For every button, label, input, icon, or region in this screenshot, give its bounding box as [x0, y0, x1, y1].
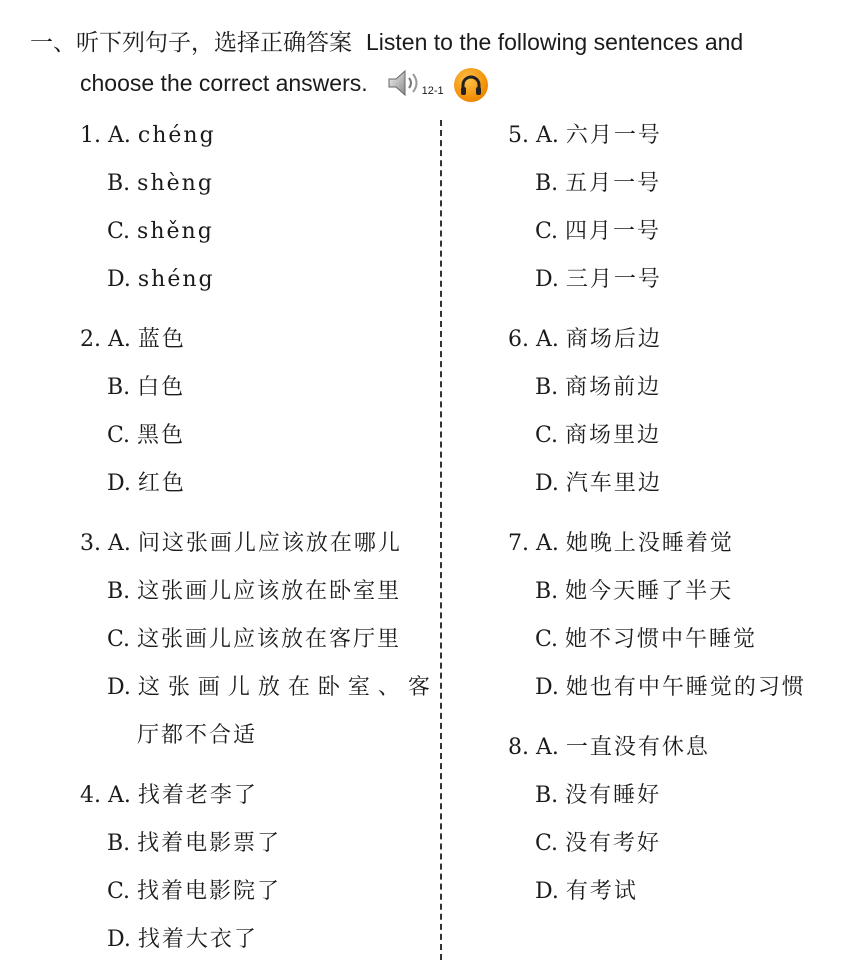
option-label: A.	[536, 735, 559, 760]
column-divider	[440, 120, 442, 960]
option-label: D.	[107, 927, 131, 952]
option-label: A.	[108, 531, 131, 556]
question-item	[508, 112, 806, 304]
option-label: A.	[536, 327, 559, 352]
option-label: B.	[107, 831, 131, 856]
option-text: 四月一号	[565, 219, 662, 244]
option-text: 问这张画儿应该放在哪儿	[137, 531, 402, 556]
option-text-continuation: 厅都不合适	[137, 723, 258, 748]
option-label: A.	[108, 123, 131, 148]
option-label: C.	[535, 627, 559, 652]
question-item	[508, 520, 806, 712]
answer-option[interactable]	[508, 820, 806, 868]
option-text: 白色	[137, 375, 186, 400]
answer-option[interactable]	[508, 868, 806, 916]
question-number: 7.	[508, 531, 529, 556]
question-number: 4.	[80, 783, 101, 808]
answer-option[interactable]	[508, 460, 806, 508]
option-label: B.	[107, 579, 131, 604]
question-number: 2.	[80, 327, 101, 352]
option-text: 商场后边	[565, 327, 662, 352]
question-number: 8.	[508, 735, 529, 760]
option-text: 她今天睡了半天	[565, 579, 734, 604]
answer-option[interactable]	[80, 868, 438, 916]
option-text: 这张画儿应该放在卧室里	[137, 579, 402, 604]
header-line-1	[30, 26, 850, 59]
answer-option[interactable]	[508, 772, 806, 820]
option-text: 蓝色	[137, 327, 186, 352]
answer-option[interactable]	[508, 208, 806, 256]
answer-option[interactable]	[508, 364, 806, 412]
option-label: D.	[107, 267, 131, 292]
option-text: 找着大衣了	[137, 927, 258, 952]
option-text: 她不习惯中午睡觉	[565, 627, 758, 652]
chinese-instruction: 一、听下列句子，选择正确答案	[30, 30, 352, 56]
option-label: B.	[107, 375, 131, 400]
option-text: 没有睡好	[565, 783, 662, 808]
option-text: 她也有中午睡觉的习惯	[565, 675, 806, 700]
option-text: 没有考好	[565, 831, 662, 856]
answer-option[interactable]	[80, 256, 438, 304]
headphones-icon[interactable]	[454, 68, 488, 102]
option-label: C.	[535, 423, 559, 448]
question-number: 6.	[508, 327, 529, 352]
option-label: C.	[107, 219, 131, 244]
option-label: B.	[535, 375, 559, 400]
option-text: 三月一号	[565, 267, 662, 292]
option-text: 商场前边	[565, 375, 662, 400]
option-text: 找着老李了	[137, 783, 258, 808]
answer-option[interactable]	[508, 112, 806, 160]
exercise-header	[30, 26, 850, 107]
option-text: 这张画儿应该放在客厅里	[137, 627, 402, 652]
answer-option[interactable]	[80, 616, 438, 664]
option-text: 商场里边	[565, 423, 662, 448]
option-text: 找着电影院了	[137, 879, 282, 904]
question-item	[80, 772, 438, 964]
option-label: B.	[535, 171, 559, 196]
option-text: 五月一号	[565, 171, 662, 196]
answer-option[interactable]	[80, 160, 438, 208]
option-text: 找着电影票了	[137, 831, 282, 856]
option-label: A.	[108, 327, 131, 352]
option-text: 汽车里边	[565, 471, 662, 496]
answer-option[interactable]	[508, 256, 806, 304]
answer-option[interactable]	[80, 460, 438, 508]
answer-option[interactable]	[508, 664, 806, 712]
answer-option[interactable]	[508, 412, 806, 460]
question-number: 1.	[80, 123, 101, 148]
speaker-icon[interactable]	[386, 68, 424, 98]
answer-option[interactable]	[508, 616, 806, 664]
option-text: 一直没有休息	[565, 735, 710, 760]
answer-option[interactable]	[80, 820, 438, 868]
question-item	[508, 316, 806, 508]
header-line-2	[80, 59, 850, 107]
option-text: 黑色	[137, 423, 186, 448]
answer-option[interactable]	[508, 520, 806, 568]
option-label: B.	[107, 171, 131, 196]
answer-option[interactable]	[508, 160, 806, 208]
answer-option[interactable]	[80, 412, 438, 460]
option-label: B.	[535, 579, 559, 604]
question-item	[508, 724, 806, 916]
answer-option[interactable]	[80, 112, 438, 160]
option-label: D.	[535, 879, 559, 904]
question-item	[80, 520, 438, 760]
answer-option[interactable]	[80, 568, 438, 616]
option-label: A.	[108, 783, 131, 808]
question-number: 3.	[80, 531, 101, 556]
answer-option[interactable]	[80, 772, 438, 820]
option-text: 六月一号	[565, 123, 662, 148]
answer-option[interactable]	[508, 316, 806, 364]
answer-option[interactable]	[80, 364, 438, 412]
option-text: chéng	[137, 123, 216, 148]
option-label: D.	[107, 471, 131, 496]
question-item	[80, 112, 438, 304]
option-label: C.	[535, 831, 559, 856]
option-text: 这张画儿放在卧室、客	[137, 675, 438, 700]
option-text: 有考试	[565, 879, 638, 904]
option-label: D.	[535, 267, 559, 292]
option-text: shéng	[137, 267, 215, 292]
option-text: 红色	[137, 471, 186, 496]
option-label: A.	[536, 531, 559, 556]
track-number: 12-1	[421, 85, 444, 97]
option-label: B.	[535, 783, 559, 808]
option-label: D.	[535, 675, 559, 700]
answer-option[interactable]	[80, 916, 438, 964]
english-instruction-1: Listen to the following sentences and	[366, 29, 744, 55]
question-number: 5.	[508, 123, 529, 148]
option-label: D.	[107, 675, 131, 700]
option-label: D.	[535, 471, 559, 496]
answer-option[interactable]	[508, 568, 806, 616]
option-text: shěng	[137, 219, 214, 244]
option-label: C.	[107, 423, 131, 448]
answer-option[interactable]	[80, 664, 438, 712]
option-label: A.	[536, 123, 559, 148]
answer-option[interactable]	[80, 208, 438, 256]
answer-option[interactable]	[80, 316, 438, 364]
option-text: 她晚上没睡着觉	[565, 531, 734, 556]
option-label: C.	[107, 879, 131, 904]
left-column	[80, 112, 438, 976]
right-column	[508, 112, 806, 928]
answer-option[interactable]	[80, 520, 438, 568]
option-label: C.	[535, 219, 559, 244]
option-label: C.	[107, 627, 131, 652]
english-instruction-2: choose the correct answers.	[80, 70, 368, 96]
answer-option[interactable]	[508, 724, 806, 772]
option-text: shèng	[137, 171, 214, 196]
question-item	[80, 316, 438, 508]
